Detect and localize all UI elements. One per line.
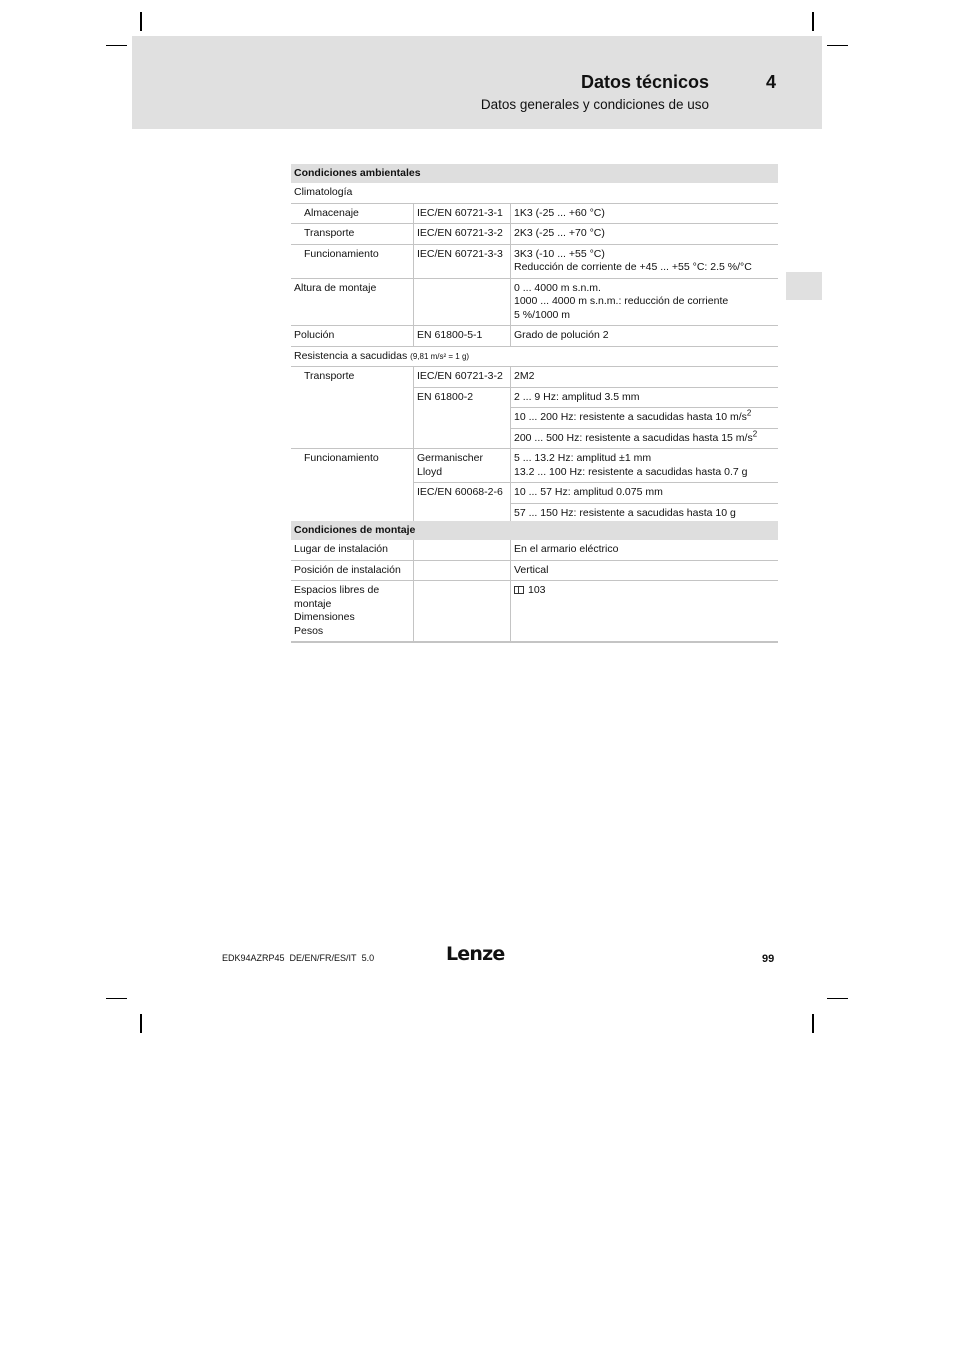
value-line: 3K3 (-10 ... +55 °C)	[514, 247, 605, 260]
crop-mark	[140, 12, 142, 31]
row-standard: IEC/EN 60068-2-6	[413, 483, 510, 523]
row-standard: IEC/EN 60721-3-2	[413, 367, 510, 387]
row-label: Lugar de instalación	[294, 543, 388, 555]
page-subtitle: Datos generales y condiciones de uso	[480, 97, 709, 112]
row-standard: IEC/EN 60721-3-1	[413, 204, 510, 224]
row-label: Climatología	[294, 186, 353, 198]
row-standard	[413, 561, 510, 581]
table-row	[291, 204, 778, 225]
row-value	[510, 581, 778, 641]
resistance-note: (9,81 m/s² = 1 g)	[410, 351, 470, 361]
table-row	[291, 245, 778, 279]
crop-mark	[140, 1014, 142, 1033]
row-standard: IEC/EN 60721-3-2	[413, 224, 510, 244]
table-row	[291, 561, 778, 582]
label-line: Dimensiones	[294, 611, 355, 623]
row-label: Almacenaje	[304, 206, 359, 219]
row-value	[510, 245, 778, 278]
row-standard: EN 61800-2	[413, 388, 510, 449]
value-line: 0 ... 4000 m s.n.m.	[514, 281, 601, 294]
row-standard	[413, 279, 510, 326]
row-value: Grado de polución 2	[510, 326, 778, 346]
crop-mark	[827, 45, 848, 46]
table-row	[291, 449, 778, 525]
value-line: 1000 ... 4000 m s.n.m.: reducción de corriente	[514, 295, 729, 307]
crop-mark	[812, 1014, 814, 1033]
row-label: Transporte	[304, 370, 355, 382]
row-standard: Germanischer Lloyd	[413, 449, 510, 482]
row-standard: IEC/EN 60721-3-3	[413, 245, 510, 278]
row-label: Funcionamiento	[304, 247, 379, 260]
page-reference[interactable]: 103	[528, 584, 546, 596]
table-row	[291, 224, 778, 245]
doc-languages: DE/EN/FR/ES/IT	[289, 953, 357, 963]
row-value: 2K3 (-25 ... +70 °C)	[510, 224, 778, 244]
page-title: Datos técnicos	[580, 72, 709, 92]
table-row	[291, 367, 778, 449]
superscript: 2	[746, 408, 752, 418]
doc-code: EDK94AZRP45	[222, 953, 285, 963]
row-label	[291, 347, 469, 367]
crop-mark	[106, 45, 127, 46]
superscript: 2	[752, 429, 758, 438]
table-heading: Condiciones ambientales	[291, 164, 778, 183]
row-value: 1K3 (-25 ... +60 °C)	[510, 204, 778, 224]
row-standard	[413, 540, 510, 560]
value-line: Reducción de corriente de +45 ... +55 °C: 2.5 %/°C	[514, 261, 752, 273]
row-label: Posición de instalación	[294, 563, 401, 576]
doc-version: 5.0	[361, 953, 375, 963]
row-standard	[413, 581, 510, 641]
crop-mark	[827, 998, 848, 999]
row-value	[511, 408, 778, 429]
row-value: Vertical	[510, 561, 778, 581]
label-line: Pesos	[294, 624, 324, 637]
row-label: Transporte	[304, 227, 355, 239]
table-row	[291, 279, 778, 327]
crop-mark	[106, 998, 127, 999]
crop-mark	[812, 12, 814, 31]
value-line: 5 ... 13.2 Hz: amplitud ±1 mm	[514, 452, 652, 464]
row-value: 10 ... 57 Hz: amplitud 0.075 mm	[511, 483, 778, 504]
lenze-logo: Lenze	[446, 943, 505, 965]
table-row	[291, 540, 778, 561]
environmental-conditions-table	[291, 164, 778, 525]
value-line: 5 %/1000 m	[514, 308, 571, 321]
value-text: 200 ... 500 Hz: resistente a sacudidas hasta 15 m/s	[514, 431, 753, 444]
row-value	[510, 449, 778, 482]
row-value	[510, 279, 778, 326]
row-label	[291, 581, 413, 641]
resistance-label: Resistencia a sacudidas	[294, 349, 408, 362]
book-reference-icon	[514, 586, 524, 594]
row-label: Altura de montaje	[294, 281, 377, 294]
label-line: Espacios libres de montaje	[294, 584, 380, 610]
chapter-side-tab	[786, 272, 822, 300]
table-row	[291, 347, 778, 368]
row-value	[511, 429, 778, 449]
value-text: 10 ... 200 Hz: resistente a sacudidas hasta 10 m/s	[514, 411, 747, 423]
table-row	[291, 581, 778, 643]
document-code	[222, 953, 374, 963]
row-value: 57 ... 150 Hz: resistente a sacudidas hasta 10 g	[514, 506, 736, 519]
row-value: 2M2	[510, 367, 778, 387]
chapter-number: 4	[766, 72, 777, 92]
page-header	[132, 36, 822, 129]
value-line: 13.2 ... 100 Hz: resistente a sacudidas hasta 0.7 g	[514, 465, 748, 478]
row-value: 2 ... 9 Hz: amplitud 3.5 mm	[511, 388, 778, 409]
page-number: 99	[762, 953, 775, 965]
table-row	[291, 326, 778, 347]
row-standard: EN 61800-5-1	[413, 326, 510, 346]
row-value: En el armario eléctrico	[510, 540, 778, 560]
row-label: Polución	[294, 329, 335, 341]
mounting-conditions-table	[291, 521, 778, 643]
table-heading: Condiciones de montaje	[291, 521, 778, 540]
table-row	[291, 183, 778, 204]
row-label: Funcionamiento	[304, 452, 379, 464]
